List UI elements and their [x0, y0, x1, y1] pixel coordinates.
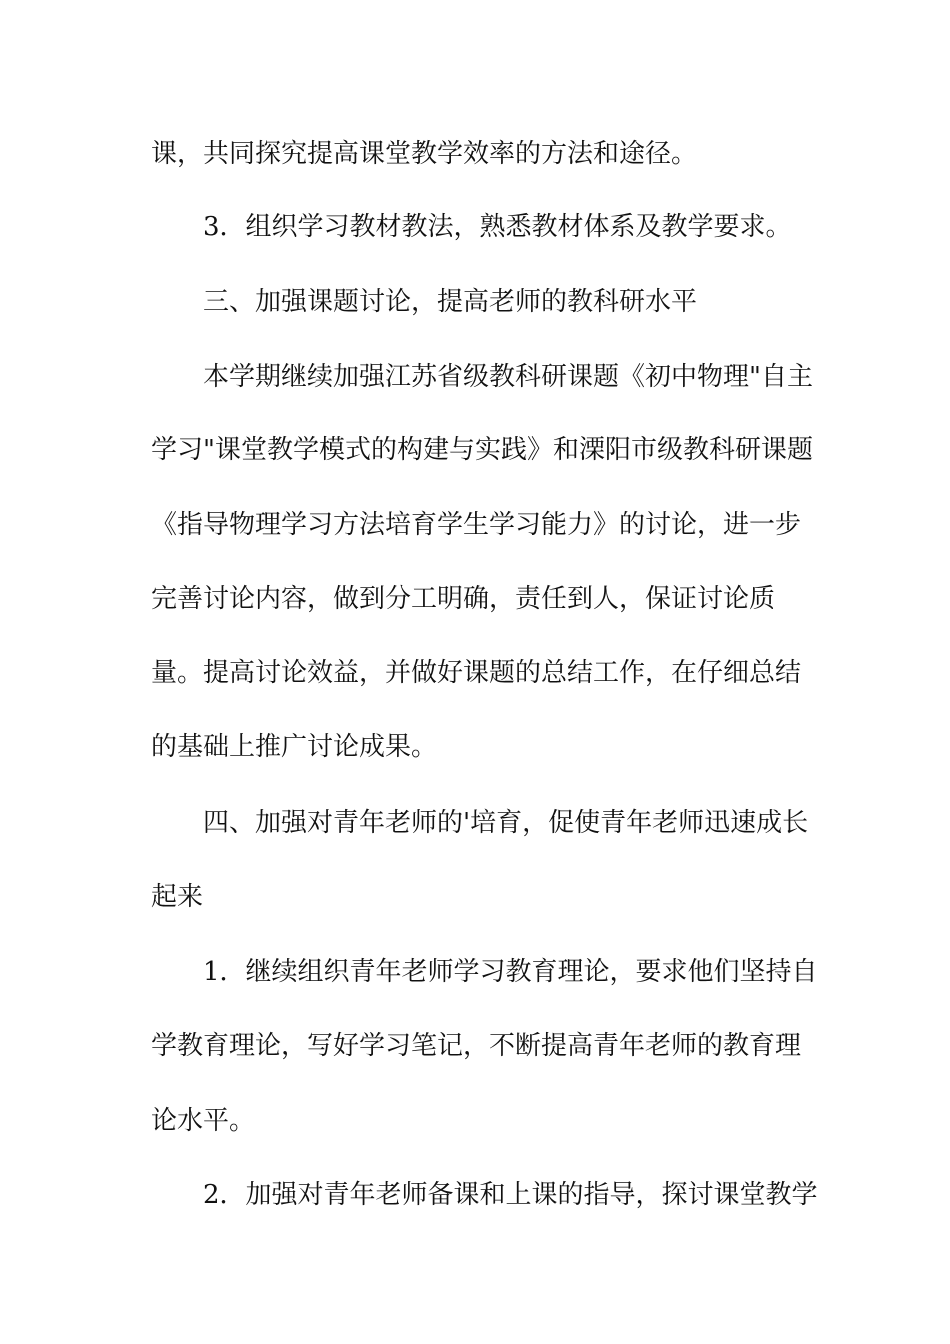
text-line-1: 课，共同探究提高课堂教学效率的方法和途径。 — [151, 139, 698, 169]
text-line-9: 的基础上推广讨论成果。 — [151, 732, 438, 762]
text-line-12: 1．继续组织青年老师学习教育理论，要求他们坚持自 — [203, 957, 818, 987]
section-heading-3: 三、加强课题讨论，提高老师的教科研水平 — [203, 287, 698, 317]
text-line-7: 完善讨论内容，做到分工明确，责任到人，保证讨论质 — [151, 584, 776, 614]
text-line-13: 学教育理论，写好学习笔记，不断提高青年老师的教育理 — [151, 1031, 802, 1061]
text-line-8: 量。提高讨论效益，并做好课题的总结工作，在仔细总结 — [151, 658, 802, 688]
text-line-2: 3．组织学习教材教法，熟悉教材体系及教学要求。 — [203, 212, 792, 242]
text-line-14: 论水平。 — [151, 1106, 256, 1136]
text-line-5: 学习"课堂教学模式的构建与实践》和溧阳市级教科研课题 — [151, 435, 813, 465]
text-line-11: 起来 — [151, 882, 204, 912]
text-line-15: 2．加强对青年老师备课和上课的指导，探讨课堂教学 — [203, 1180, 818, 1210]
text-line-6: 《指导物理学习方法培育学生学习能力》的讨论，进一步 — [151, 510, 802, 540]
text-line-4: 本学期继续加强江苏省级教科研课题《初中物理"自主 — [203, 362, 813, 392]
section-heading-4: 四、加强对青年老师的'培育，促使青年老师迅速成长 — [203, 808, 809, 838]
